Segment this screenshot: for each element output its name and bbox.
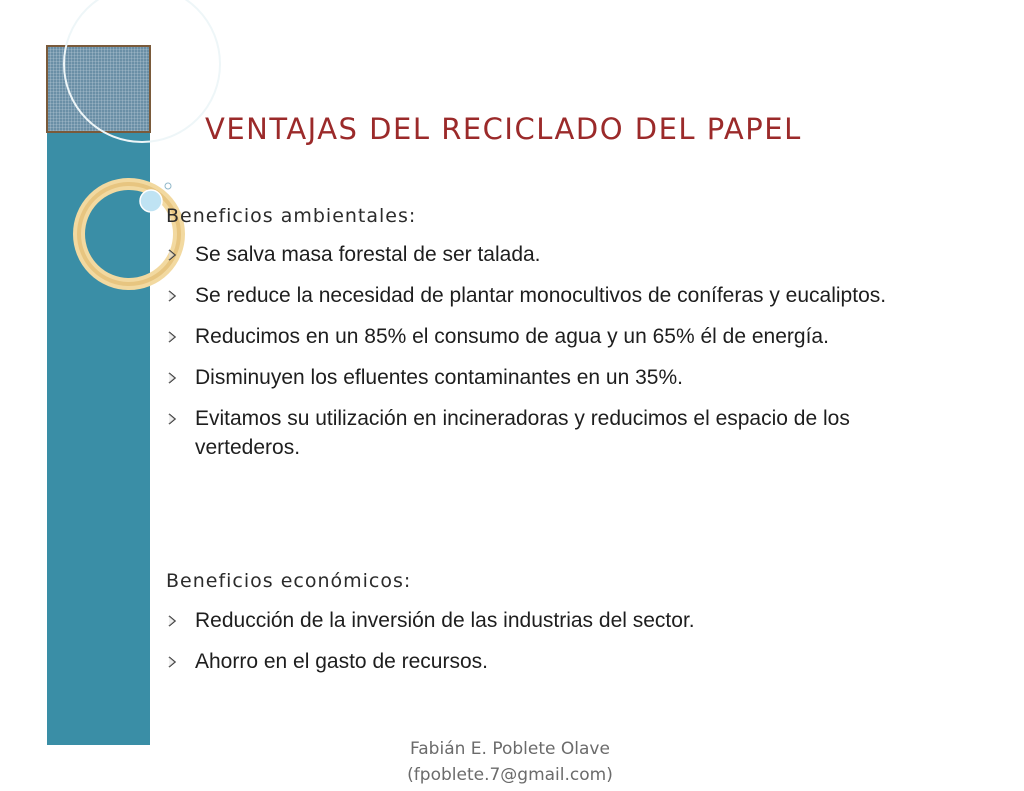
list-item: [166, 404, 926, 462]
footer-author: Fabián E. Poblete Olave: [410, 739, 610, 759]
list-item-text: Reducimos en un 85% el consumo de agua y un 65% él de energía.: [195, 325, 829, 348]
list-item: [166, 322, 926, 351]
arrow-bullet-icon: [166, 372, 178, 384]
slide-title: VENTAJAS DEL RECICLADO DEL PAPEL: [205, 112, 802, 146]
bubble-small: [165, 183, 171, 189]
list-item: [166, 281, 926, 310]
arrow-bullet-icon: [166, 331, 178, 343]
grid-pattern-block: [47, 46, 150, 132]
arrow-bullet-icon: [166, 290, 178, 302]
arrow-bullet-icon: [166, 249, 178, 261]
slide-footer: [380, 736, 640, 788]
bubble-large: [140, 190, 162, 212]
list-item-text: Reducción de la inversión de las industrias del sector.: [195, 609, 695, 632]
list-item-text: Evitamos su utilización en incineradoras y reducimos el espacio de los vertederos.: [195, 407, 850, 459]
list-item: [166, 240, 926, 269]
list-item-text: Se reduce la necesidad de plantar monocultivos de coníferas y eucaliptos.: [195, 284, 887, 307]
list-item-text: Ahorro en el gasto de recursos.: [195, 650, 488, 673]
list-item-text: Se salva masa forestal de ser talada.: [195, 243, 541, 266]
arrow-bullet-icon: [166, 656, 178, 668]
arrow-bullet-icon: [166, 413, 178, 425]
list-item: [166, 363, 926, 392]
arrow-bullet-icon: [166, 615, 178, 627]
economic-benefits-heading: Beneficios económicos:: [166, 570, 412, 592]
list-item: [166, 606, 926, 635]
economic-benefits-list: [166, 606, 926, 688]
decorative-rings-graphic: [47, 46, 177, 306]
environmental-benefits-list: [166, 240, 926, 474]
footer-email: (fpoblete.7@gmail.com): [407, 765, 613, 785]
decorative-side-panel: [47, 46, 150, 745]
list-item: [166, 647, 926, 676]
list-item-text: Disminuyen los efluentes contaminantes en un 35%.: [195, 366, 683, 389]
environmental-benefits-heading: Beneficios ambientales:: [166, 205, 417, 227]
